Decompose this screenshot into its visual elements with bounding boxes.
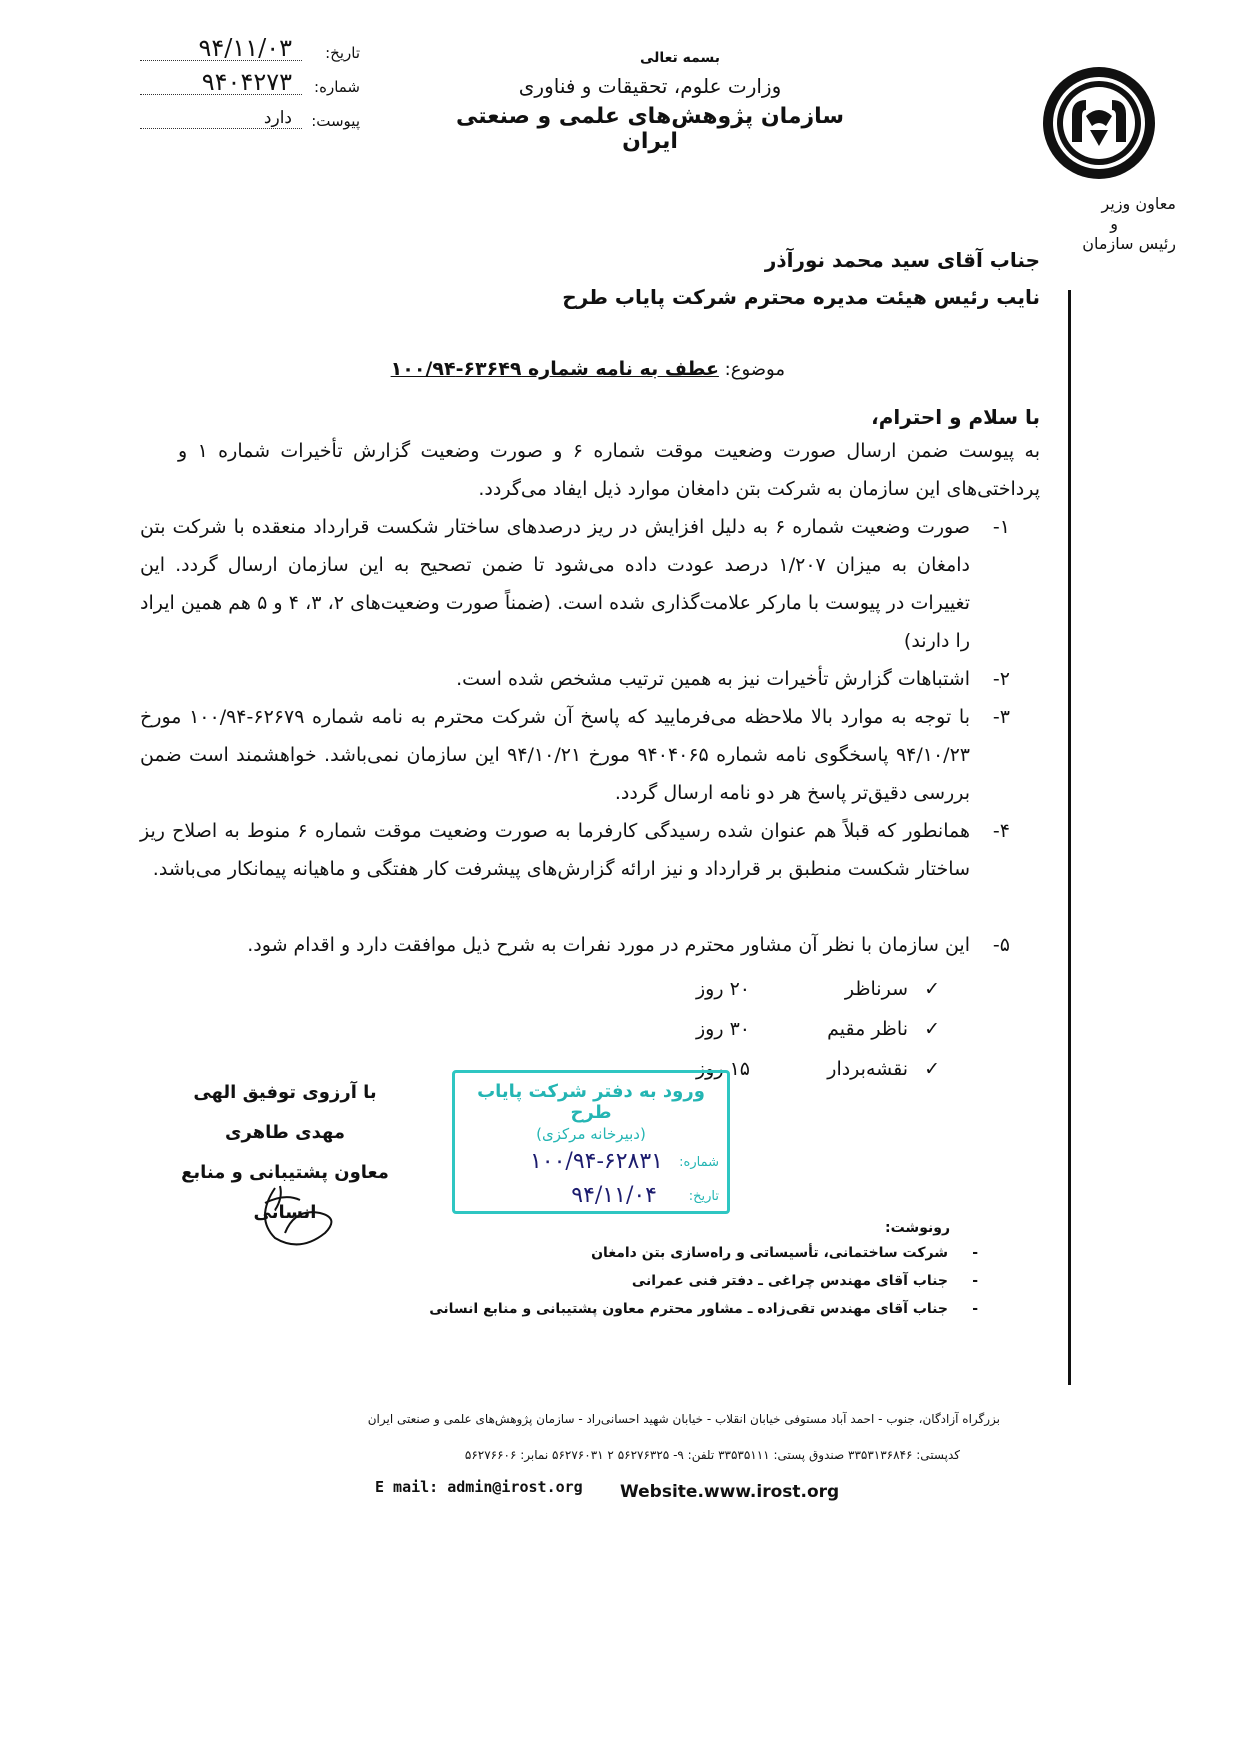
check-icon: ✓ (924, 1018, 940, 1040)
item-2-number: ۲- (992, 668, 1010, 690)
number-value: ۹۴۰۴۲۷۳ (201, 68, 292, 96)
item-1 (140, 508, 1010, 660)
attachment-label: پیوست: (311, 112, 360, 130)
number-label: شماره: (314, 78, 360, 96)
footer-website: Website.www.irost.org (620, 1482, 840, 1502)
organization-name: سازمان پژوهش‌های علمی و صنعتی ایران (455, 104, 845, 154)
stamp-number-value: ۱۰۰/۹۴-۶۲۸۳۱ (529, 1149, 663, 1174)
handwritten-signature (245, 1178, 345, 1258)
item-3-text: با توجه به موارد بالا ملاحظه می‌فرمایید که پاسخ آن شرکت محترم به نامه شماره ۶۲۶۷۹-۱۰۰/۹۴ مورخ ۹۴/۱۰/۲۳ پاسخگوی نامه شماره ۹۴۰۴۰۶۵ مورخ ۹۴/۱۰/۲۱ این سازمان نمی‌باشد. خواهشمند است ضمن بررسی دقیق‌تر پاسخ هر دو نامه ارسال گردد. (140, 706, 970, 804)
item-5 (140, 926, 1010, 964)
cc-bullet: - (972, 1273, 978, 1289)
item-4-number: ۴- (992, 820, 1010, 842)
date-label: تاریخ: (325, 44, 360, 62)
stamp-date-value: ۹۴/۱۱/۰۴ (571, 1183, 657, 1208)
cc-item-text: شرکت ساختمانی، تأسیساتی و راه‌سازی بتن دامغان (591, 1245, 948, 1261)
margin-rule (1068, 290, 1071, 1385)
stamp-date-label: تاریخ: (688, 1189, 719, 1204)
cc-bullet: - (972, 1301, 978, 1317)
item-3 (140, 698, 1010, 812)
footer-email: E mail: admin@irost.org (375, 1478, 583, 1496)
item-4-text: همانطور که قبلاً هم عنوان شده رسیدگی کارفرما به صورت وضعیت موقت شماره ۶ منوط به اصلاح ریز ساختار شکست منطبق بر قرارداد و نیز ارائه گزارش‌های پیشرفت کار هفتگی و ماهیانه پیمانکار می‌باشد. (140, 820, 970, 880)
staff-row (640, 978, 940, 1018)
staff-days: ۱۵ روز (696, 1058, 750, 1080)
staff-days: ۳۰ روز (696, 1018, 750, 1040)
date-row (140, 34, 360, 68)
closing-text: با آرزوی توفیق الهی (193, 1082, 377, 1103)
number-row (140, 68, 360, 102)
stamp-subtitle: (دبیرخانه مرکزی) (536, 1125, 646, 1143)
cc-bullet: - (972, 1245, 978, 1261)
staff-row (640, 1018, 940, 1058)
staff-role: سرناظر (844, 978, 908, 1000)
logo-caption-line3: رئیس سازمان (1082, 234, 1176, 253)
item-5-number: ۵- (992, 934, 1010, 956)
subject-value: عطف به نامه شماره ۶۳۶۴۹-۱۰۰/۹۴ (390, 358, 719, 380)
stamp-title: ورود به دفتر شرکت پایاب طرح (477, 1081, 705, 1123)
date-value: ۹۴/۱۱/۰۳ (198, 34, 292, 62)
signatory-name: مهدی طاهری (224, 1122, 346, 1143)
stamp-number-label: شماره: (679, 1155, 719, 1170)
stamp-number-row (455, 1149, 727, 1183)
staff-role: نقشه‌بردار (827, 1058, 908, 1080)
irost-logo-icon (1040, 64, 1158, 182)
logo-caption-line1: معاون وزیر (1101, 194, 1176, 213)
item-3-number: ۳- (992, 706, 1010, 728)
attachment-row (140, 106, 360, 136)
item-2-text: اشتباهات گزارش تأخیرات نیز به همین ترتیب مشخص شده است. (456, 668, 970, 690)
logo-caption-line2: و (1110, 214, 1118, 233)
cc-item-text: جناب آقای مهندس تقی‌زاده ـ مشاور محترم معاون پشتیبانی و منابع انسانی (429, 1301, 948, 1317)
item-1-text: صورت وضعیت شماره ۶ به دلیل افزایش در ریز درصدهای ساختار شکست قرارداد منعقده با شرکت بتن دامغان به میزان ۱/۲۰۷ درصد عودت داده می‌شود تا ضمن تصحیح به این سازمان ارسال گردد. این تغییرات در پیوست با مارکر علامت‌گذاری شده است. (ضمناً صورت وضعیت‌های ۲، ۳، ۴ و ۵ هم همین ایراد را دارند) (140, 516, 971, 652)
cc-item-text: جناب آقای مهندس چراغی ـ دفتر فنی عمرانی (631, 1273, 948, 1289)
check-icon: ✓ (924, 978, 940, 1000)
stamp-date-row (455, 1183, 727, 1213)
footer-contact: کدپستی: ۳۳۵۳۱۳۶۸۴۶ صندوق پستی: ۳۳۵۳۵۱۱۱ تلفن: ۹- ۵۶۲۷۶۳۲۵ ۲ ۵۶۲۷۶۰۳۱ نمابر: ۵۶۲۷۶۶۰۶ (464, 1448, 960, 1462)
receipt-stamp (452, 1070, 730, 1214)
letterhead (440, 50, 860, 154)
cc-label: رونوشت: (885, 1220, 950, 1236)
item-2 (140, 660, 1010, 698)
staff-role: ناظر مقیم (827, 1018, 908, 1040)
organization-logo (1040, 64, 1158, 182)
subject-label: موضوع: (724, 359, 785, 380)
subject-line (385, 358, 785, 380)
logo-caption (1040, 194, 1176, 254)
greeting: با سلام و احترام، (871, 405, 1040, 429)
attachment-line (140, 128, 302, 129)
item-4 (140, 812, 1010, 888)
check-icon: ✓ (924, 1058, 940, 1080)
bismillah: بسمه تعالی (639, 50, 721, 66)
staff-days: ۲۰ روز (696, 978, 750, 1000)
ministry-name: وزارت علوم، تحقیقات و فناوری (518, 74, 782, 98)
recipient-title: نایب رئیس هیئت مدیره محترم شرکت پایاب طرح (562, 285, 1040, 309)
footer-address: بزرگراه آزادگان، جنوب - احمد آباد مستوفی خیابان انقلاب - خیابان شهید احسانی‌راد - سازمان پژوهش‌های علمی و صنعتی ایران (367, 1412, 1000, 1426)
attachment-value: دارد (263, 108, 292, 128)
item-5-text: این سازمان با نظر آن مشاور محترم در مورد نفرات به شرح ذیل موافقت دارد و اقدام شود. (247, 934, 970, 956)
signatory-title: معاون پشتیبانی و منابع انسانی (181, 1162, 389, 1223)
item-1-number: ۱- (992, 516, 1010, 538)
recipient-name: جناب آقای سید محمد نورآذر (764, 248, 1040, 272)
intro-paragraph: به پیوست ضمن ارسال صورت وضعیت موقت شماره ۶ و صورت وضعیت گزارش تأخیرات شماره ۱ و پرداختی‌های این سازمان به شرکت بتن دامغان موارد ذیل ایفاد می‌گردد. (178, 440, 1041, 500)
